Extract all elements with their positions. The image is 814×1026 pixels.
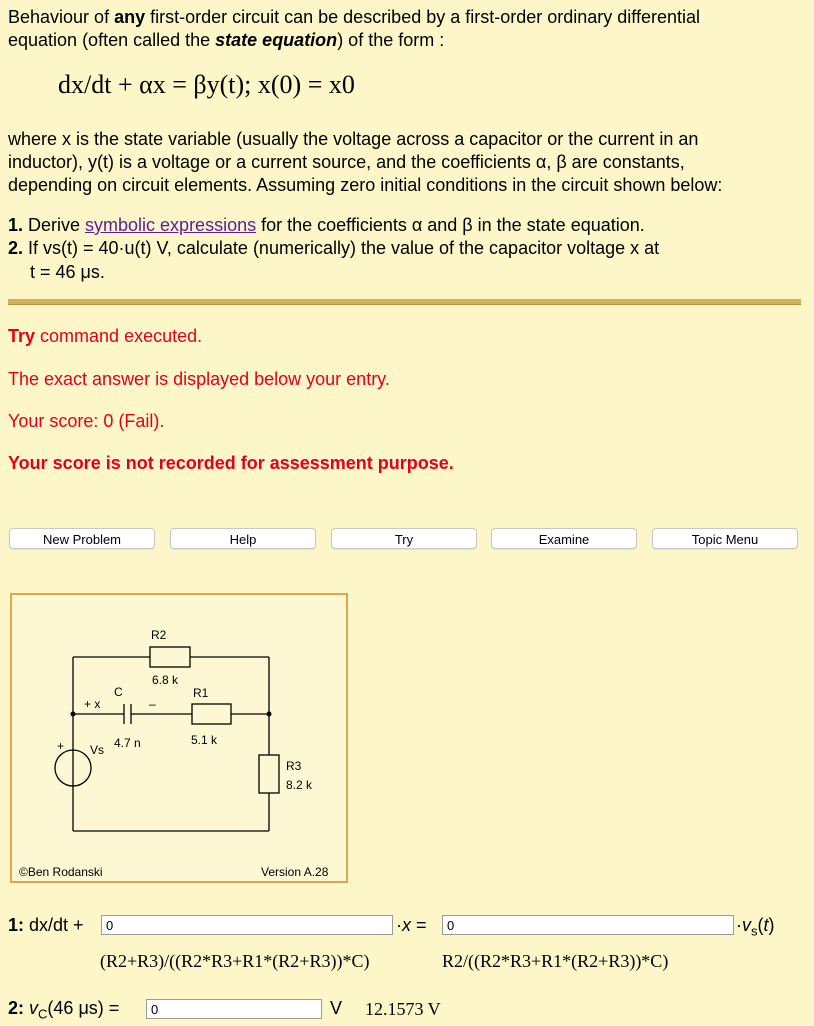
- desc-line-1: where x is the state variable (usually the voltage across a capacitor or the current in an: [8, 129, 699, 149]
- symbolic-expressions-link[interactable]: symbolic expressions: [85, 215, 257, 235]
- r2-resistor: [150, 647, 190, 667]
- score-message: Your score: 0 (Fail).: [8, 411, 165, 431]
- circuit-diagram-panel: [10, 593, 348, 883]
- beta-exact-answer: R2/((R2*R3+R1*(R2+R3))*C): [442, 951, 669, 971]
- source-name: Vs: [90, 743, 105, 757]
- try-message: Try command executed.: [8, 326, 203, 346]
- r3-resistor: [259, 755, 279, 793]
- task-2-time: t = 46 μs.: [30, 262, 105, 282]
- r1-value: 5.1 k: [191, 733, 218, 747]
- beta-input[interactable]: 0: [442, 915, 734, 935]
- task-1: 1. Derive symbolic expressions for the coefficients α and β in the state equation.: [8, 215, 645, 235]
- help-button[interactable]: Help: [170, 528, 316, 549]
- copyright: ©Ben Rodanski: [19, 865, 103, 879]
- circuit-diagram: [12, 595, 346, 881]
- new-problem-button[interactable]: New Problem: [9, 528, 155, 549]
- r3-name: R3: [286, 759, 302, 773]
- intro-line-1: Behaviour of any first-order circuit can be described by a first-order ordinary differential: [8, 7, 701, 27]
- q2-exact-answer: 12.1573 V: [365, 999, 441, 1019]
- capacitor-name: C: [114, 685, 123, 699]
- intro-line-2: equation (often called the state equation) of the form :: [8, 30, 445, 50]
- capacitor-value: 4.7 n: [114, 736, 141, 750]
- q1-label: 1: dx/dt +: [8, 915, 84, 935]
- r1-name: R1: [193, 686, 209, 700]
- alpha-input[interactable]: 0: [101, 915, 393, 935]
- task-2: 2. If vs(t) = 40·u(t) V, calculate (numerically) the value of the capacitor voltage x at: [8, 238, 660, 258]
- source-plus: +: [57, 739, 65, 753]
- q1-mid: ·x =: [396, 915, 427, 935]
- version: Version A.28: [261, 865, 329, 879]
- r2-value: 6.8 k: [152, 673, 179, 687]
- q2-unit: V: [330, 998, 343, 1018]
- capacitor-voltage-input[interactable]: 0: [146, 999, 322, 1019]
- capacitor-minus: –: [149, 697, 156, 711]
- separator: [8, 299, 801, 305]
- desc-line-2: inductor), y(t) is a voltage or a current source, and the coefficients α, β are constants,: [8, 152, 685, 172]
- exact-answer-message: The exact answer is displayed below your entry.: [8, 369, 390, 389]
- r2-name: R2: [151, 628, 167, 642]
- q1-suffix: $\cdot v_s(t)$: [736, 915, 775, 939]
- not-recorded-message: Your score is not recorded for assessment purpose.: [8, 453, 454, 473]
- junction-right: [267, 712, 272, 717]
- try-button[interactable]: Try: [331, 528, 477, 549]
- desc-line-3: depending on circuit elements. Assuming zero initial conditions in the circuit shown below:: [8, 175, 723, 195]
- alpha-exact-answer: (R2+R3)/((R2*R3+R1*(R2+R3))*C): [100, 951, 370, 971]
- state-variable-label: + x: [84, 697, 101, 711]
- state-equation: dx/dt + αx = βy(t); x(0) = x0: [58, 70, 355, 99]
- examine-button[interactable]: Examine: [491, 528, 637, 549]
- junction-left: [71, 712, 76, 717]
- r3-value: 8.2 k: [286, 778, 313, 792]
- topic-menu-button[interactable]: Topic Menu: [652, 528, 798, 549]
- r1-resistor: [192, 704, 231, 724]
- q2-label: 2: $v_C(46$ μs) =: [8, 998, 120, 1022]
